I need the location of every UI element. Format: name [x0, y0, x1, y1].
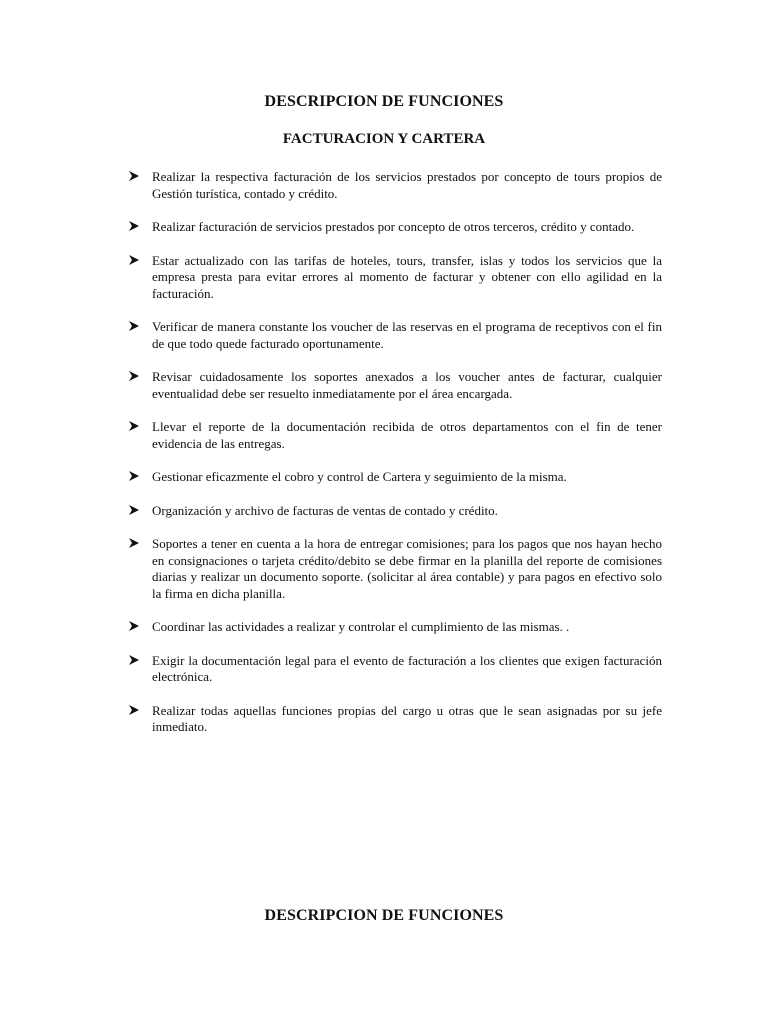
list-item-text: Estar actualizado con las tarifas de hoteles, tours, transfer, islas y todos los servicios que la empresa presta para evitar errores al momento de facturar y obtener con ello agilidad en la facturación.	[152, 252, 662, 301]
list-item	[128, 503, 662, 520]
arrowhead-bullet-icon	[128, 504, 140, 516]
arrowhead-bullet-icon	[128, 537, 140, 549]
list-item	[128, 369, 662, 402]
list-item-text: Realizar todas aquellas funciones propias del cargo u otras que le sean asignadas por su jefe inmediato.	[152, 702, 662, 734]
list-item-text: Organización y archivo de facturas de ventas de contado y crédito.	[152, 502, 498, 518]
arrowhead-bullet-icon	[128, 254, 140, 266]
arrowhead-bullet-icon	[128, 320, 140, 332]
list-item	[128, 619, 662, 636]
list-item	[128, 653, 662, 686]
list-item-text: Soportes a tener en cuenta a la hora de entregar comisiones; para los pagos que nos hayan hecho en consignaciones o tarjeta crédito/debito se debe firmar en la planilla del reporte de comisiones diarias y realizar un documento soporte. (solicitar al área contable) y para pagos en efectivo solo la firma en dicha planilla.	[152, 536, 662, 601]
arrowhead-bullet-icon	[128, 654, 140, 666]
list-item	[128, 219, 662, 236]
arrowhead-bullet-icon	[128, 420, 140, 432]
list-item	[128, 469, 662, 486]
section-subtitle: FACTURACION Y CARTERA	[282, 131, 486, 147]
next-page-title: DESCRIPCION DE FUNCIONES	[264, 907, 504, 924]
list-item-text: Gestionar eficazmente el cobro y control de Cartera y seguimiento de la misma.	[152, 469, 567, 484]
arrowhead-bullet-icon	[128, 470, 140, 482]
page-title: DESCRIPCION DE FUNCIONES	[264, 93, 504, 110]
arrowhead-bullet-icon	[128, 170, 140, 182]
list-item-text: Realizar facturación de servicios prestados por concepto de otros terceros, crédito y contado.	[152, 219, 635, 234]
list-item	[128, 253, 662, 303]
duties-list	[128, 169, 662, 753]
arrowhead-bullet-icon	[128, 704, 140, 716]
list-item-text: Verificar de manera constante los voucher de las reservas en el programa de receptivos con el fin de que todo quede facturado oportunamente.	[152, 319, 662, 351]
list-item-text: Realizar la respectiva facturación de los servicios prestados por concepto de tours propios de Gestión turística, contado y crédito.	[152, 169, 662, 201]
list-item	[128, 703, 662, 736]
list-item	[128, 169, 662, 202]
list-item	[128, 536, 662, 602]
list-item-text: Coordinar las actividades a realizar y controlar el cumplimiento de las mismas. .	[152, 619, 570, 634]
list-item-text: Revisar cuidadosamente los soportes anexados a los voucher antes de facturar, cualquier eventualidad debe ser resuelto inmediatamente por el área encargada.	[152, 369, 662, 401]
list-item-text: Llevar el reporte de la documentación recibida de otros departamentos con el fin de tener evidencia de las entregas.	[152, 419, 662, 451]
arrowhead-bullet-icon	[128, 370, 140, 382]
arrowhead-bullet-icon	[128, 220, 140, 232]
arrowhead-bullet-icon	[128, 620, 140, 632]
list-item	[128, 419, 662, 452]
list-item-text: Exigir la documentación legal para el evento de facturación a los clientes que exigen facturación electrónica.	[152, 652, 662, 684]
list-item	[128, 319, 662, 352]
